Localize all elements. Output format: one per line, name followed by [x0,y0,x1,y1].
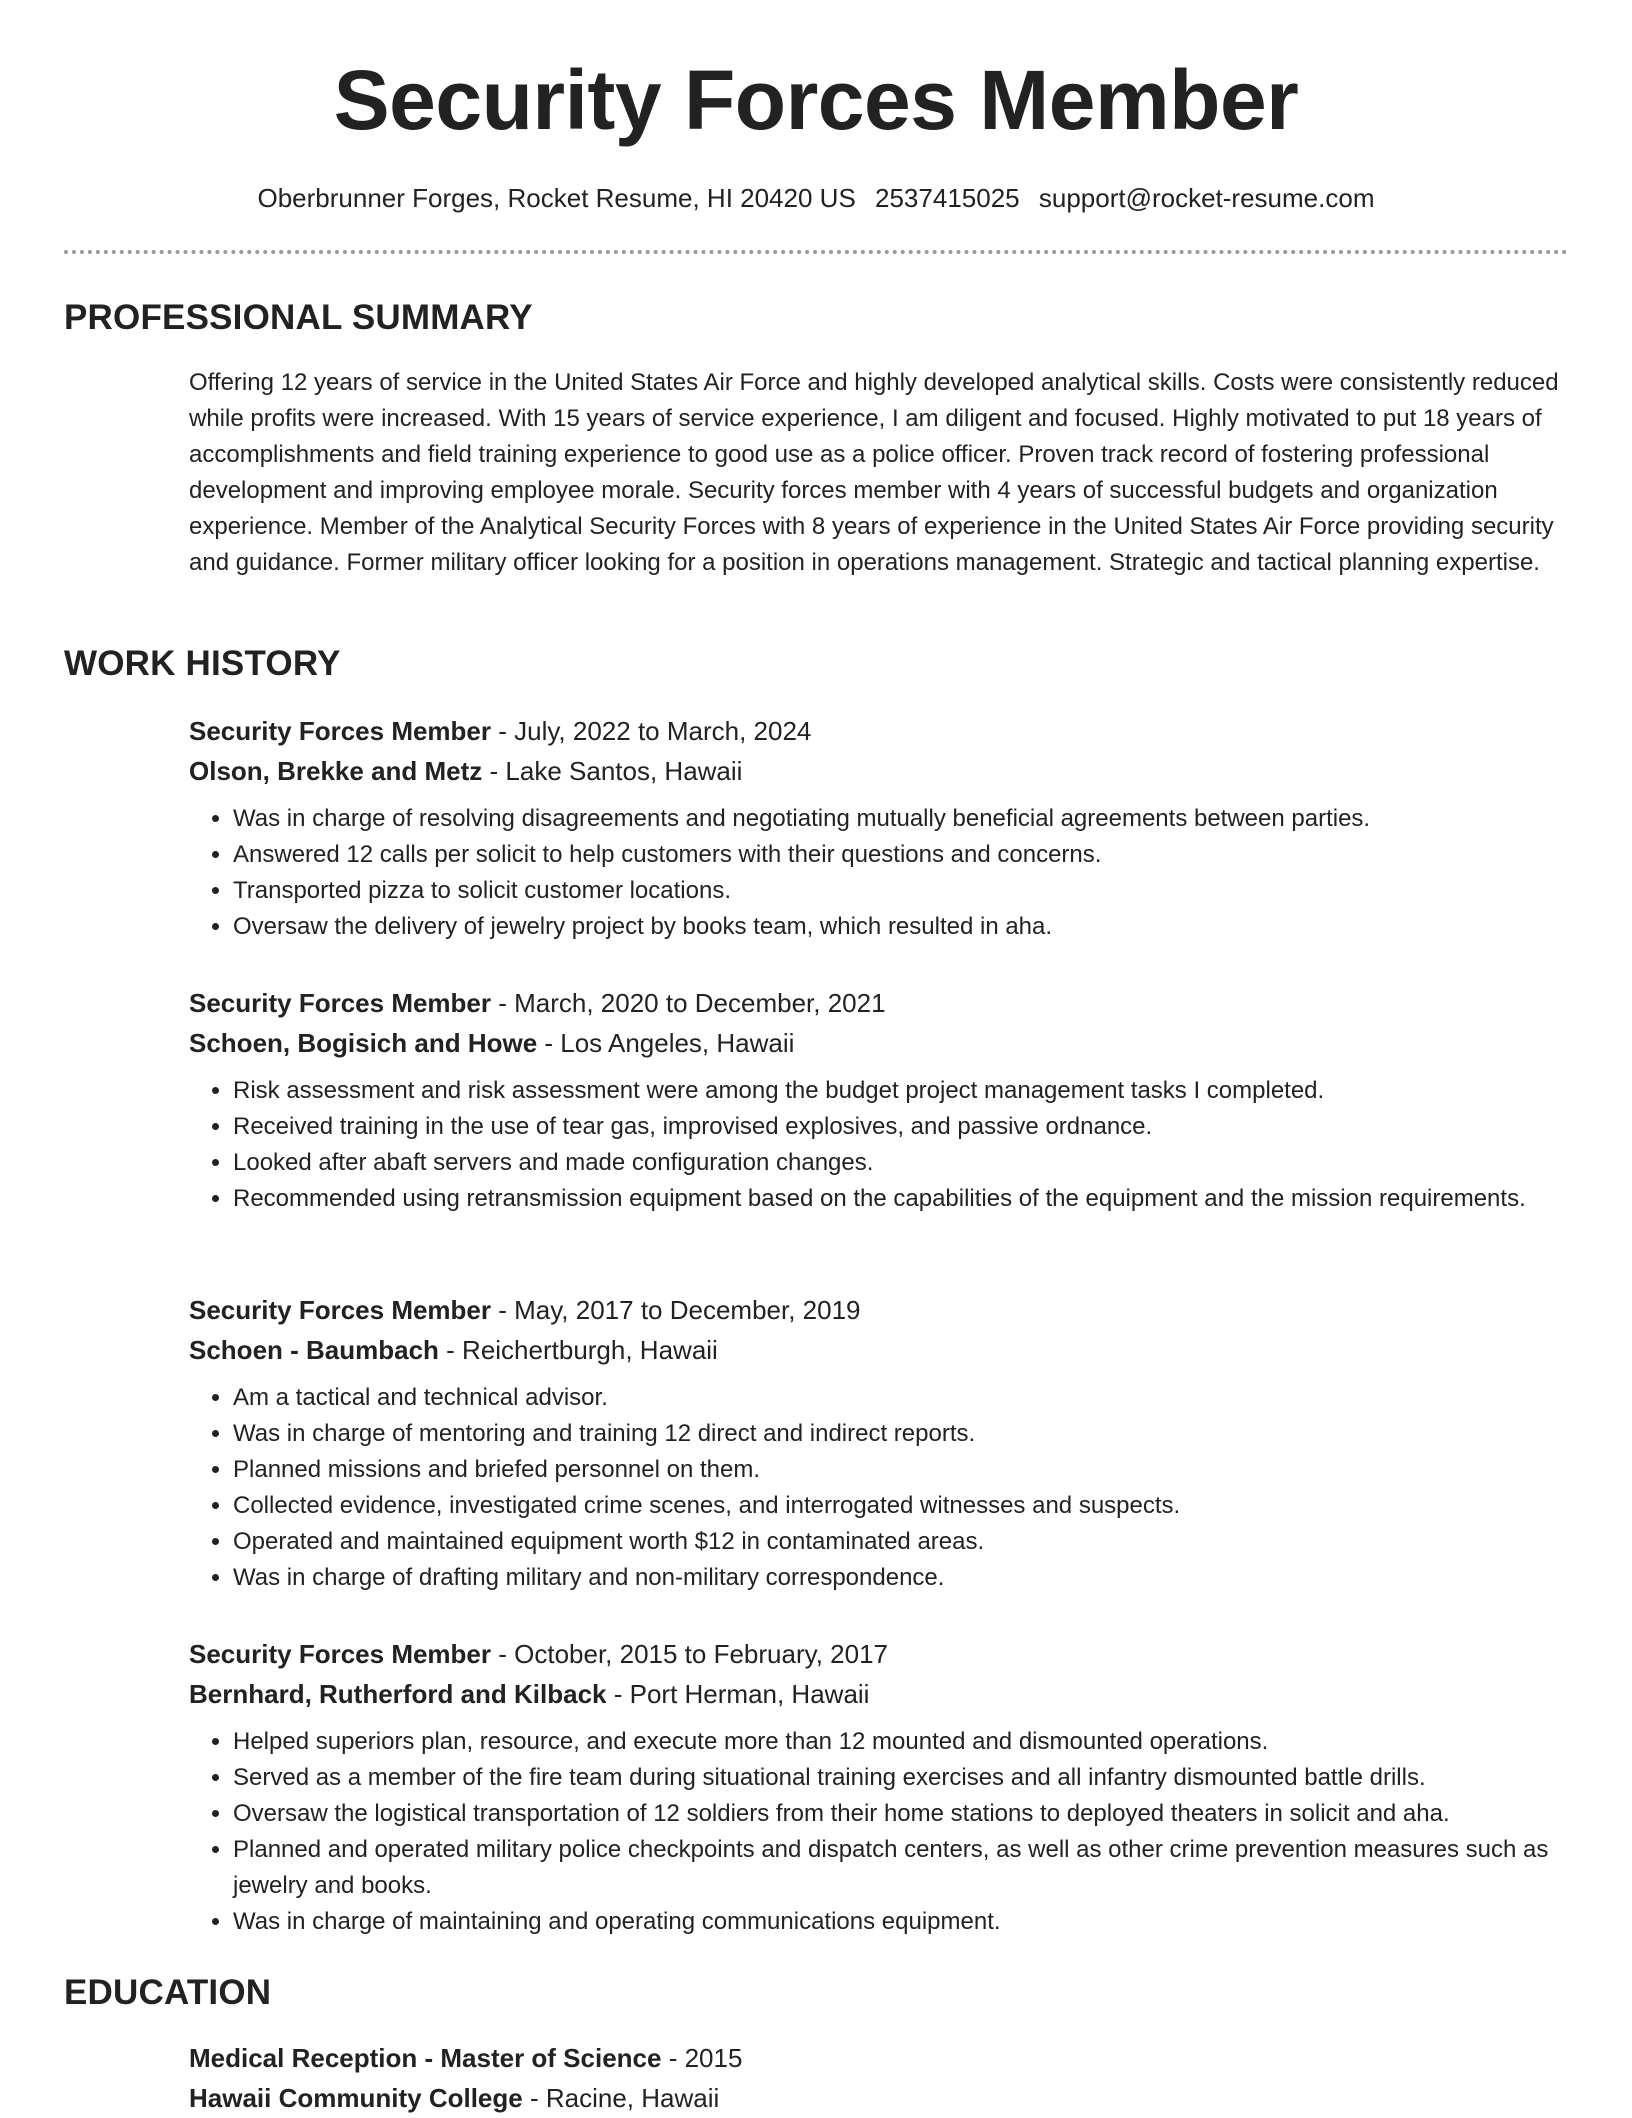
job-dates: - May, 2017 to December, 2019 [491,1295,861,1325]
bullet-item: • Was in charge of mentoring and training 12 direct and indirect reports. [233,1416,1569,1452]
education-school: Hawaii Community College [189,2083,523,2113]
job-company-line [189,751,1569,791]
bullet-item: • Transported pizza to solicit customer locations. [233,873,1569,909]
bullet-item: • Planned missions and briefed personnel on them. [233,1452,1569,1488]
job-entry [189,1634,1569,1940]
job-company: Schoen - Baumbach [189,1335,439,1365]
education-degree: Medical Reception - Master of Science [189,2043,662,2073]
section-title-summary: PROFESSIONAL SUMMARY [64,298,533,337]
job-location: - Reichertburgh, Hawaii [438,1335,718,1365]
summary-text: Offering 12 years of service in the United States Air Force and highly developed analytical skills. Costs were consistently reduced while profits were increased. With 15 years of service experience, I am diligent and focused. Highly motivated to put 18 years of accomplishments and field training experience to good use as a police officer. Proven track record of fostering professional development and improving employee morale. Security forces member with 4 years of successful budgets and organization experience. Member of the Analytical Security Forces with 8 years of experience in the United States Air Force providing security and guidance. Former military officer looking for a position in operations management. Strategic and tactical planning expertise. [189,369,1559,576]
bullet-item: • Looked after abaft servers and made configuration changes. [233,1145,1569,1181]
bullet-item: • Oversaw the logistical transportation of 12 soldiers from their home stations to deployed theaters in solicit and aha. [233,1796,1569,1832]
bullet-item: • Helped superiors plan, resource, and execute more than 12 mounted and dismounted operations. [233,1724,1569,1760]
bullet-item: • Served as a member of the fire team during situational training exercises and all infantry dismounted battle drills. [233,1760,1569,1796]
job-company: Olson, Brekke and Metz [189,756,483,786]
contact-phone: 2537415025 [875,183,1020,213]
job-company-line [189,1330,1569,1370]
bullet-item: • Risk assessment and risk assessment were among the budget project management tasks I completed. [233,1073,1569,1109]
job-role: Security Forces Member [189,1639,492,1669]
education-entry [189,2038,1569,2118]
summary-section [189,365,1569,581]
job-role: Security Forces Member [189,1295,492,1325]
job-location: - Lake Santos, Hawaii [482,756,743,786]
job-bullets [189,1724,1569,1940]
job-entry [189,1290,1569,1596]
job-bullets [189,801,1569,945]
contact-address: Oberbrunner Forges, Rocket Resume, HI 20420 US [257,183,856,213]
job-title-line [189,1290,1569,1330]
job-title-line [189,983,1569,1023]
education-year: - 2015 [661,2043,743,2073]
bullet-item: • Was in charge of drafting military and non-military correspondence. [233,1560,1569,1596]
job-company: Bernhard, Rutherford and Kilback [189,1679,607,1709]
section-title-education: EDUCATION [64,1973,272,2012]
job-title-line [189,711,1569,751]
bullet-item: • Oversaw the delivery of jewelry project by books team, which resulted in aha. [233,909,1569,945]
job-title-line [189,1634,1569,1674]
job-entry [189,711,1569,945]
bullet-item: • Operated and maintained equipment worth $12 in contaminated areas. [233,1524,1569,1560]
bullet-item: • Am a tactical and technical advisor. [233,1380,1569,1416]
job-location: - Los Angeles, Hawaii [537,1028,795,1058]
bullet-item: • Was in charge of maintaining and operating communications equipment. [233,1904,1569,1940]
header-divider [64,250,1568,254]
job-company-line [189,1674,1569,1714]
job-role: Security Forces Member [189,988,492,1018]
bullet-item: • Answered 12 calls per solicit to help customers with their questions and concerns. [233,837,1569,873]
bullet-item: • Collected evidence, investigated crime scenes, and interrogated witnesses and suspects. [233,1488,1569,1524]
job-company: Schoen, Bogisich and Howe [189,1028,538,1058]
education-school-line [189,2078,1569,2118]
job-dates: - March, 2020 to December, 2021 [491,988,886,1018]
contact-line [0,183,1632,214]
bullet-item: • Was in charge of resolving disagreements and negotiating mutually beneficial agreements between parties. [233,801,1569,837]
job-dates: - October, 2015 to February, 2017 [491,1639,888,1669]
job-company-line [189,1023,1569,1063]
education-degree-line [189,2038,1569,2078]
job-entry [189,983,1569,1217]
job-dates: - July, 2022 to March, 2024 [491,716,812,746]
job-location: - Port Herman, Hawaii [606,1679,870,1709]
section-title-work: WORK HISTORY [64,644,341,683]
bullet-item: • Received training in the use of tear gas, improvised explosives, and passive ordnance. [233,1109,1569,1145]
job-bullets [189,1380,1569,1596]
job-role: Security Forces Member [189,716,492,746]
bullet-item: • Planned and operated military police checkpoints and dispatch centers, as well as other crime prevention measures such as jewelry and books. [233,1832,1569,1904]
education-location: - Racine, Hawaii [522,2083,720,2113]
contact-email: support@rocket-resume.com [1038,183,1375,213]
resume-name: Security Forces Member [333,53,1299,147]
job-bullets [189,1073,1569,1217]
bullet-item: • Recommended using retransmission equipment based on the capabilities of the equipment and the mission requirements. [233,1181,1569,1217]
